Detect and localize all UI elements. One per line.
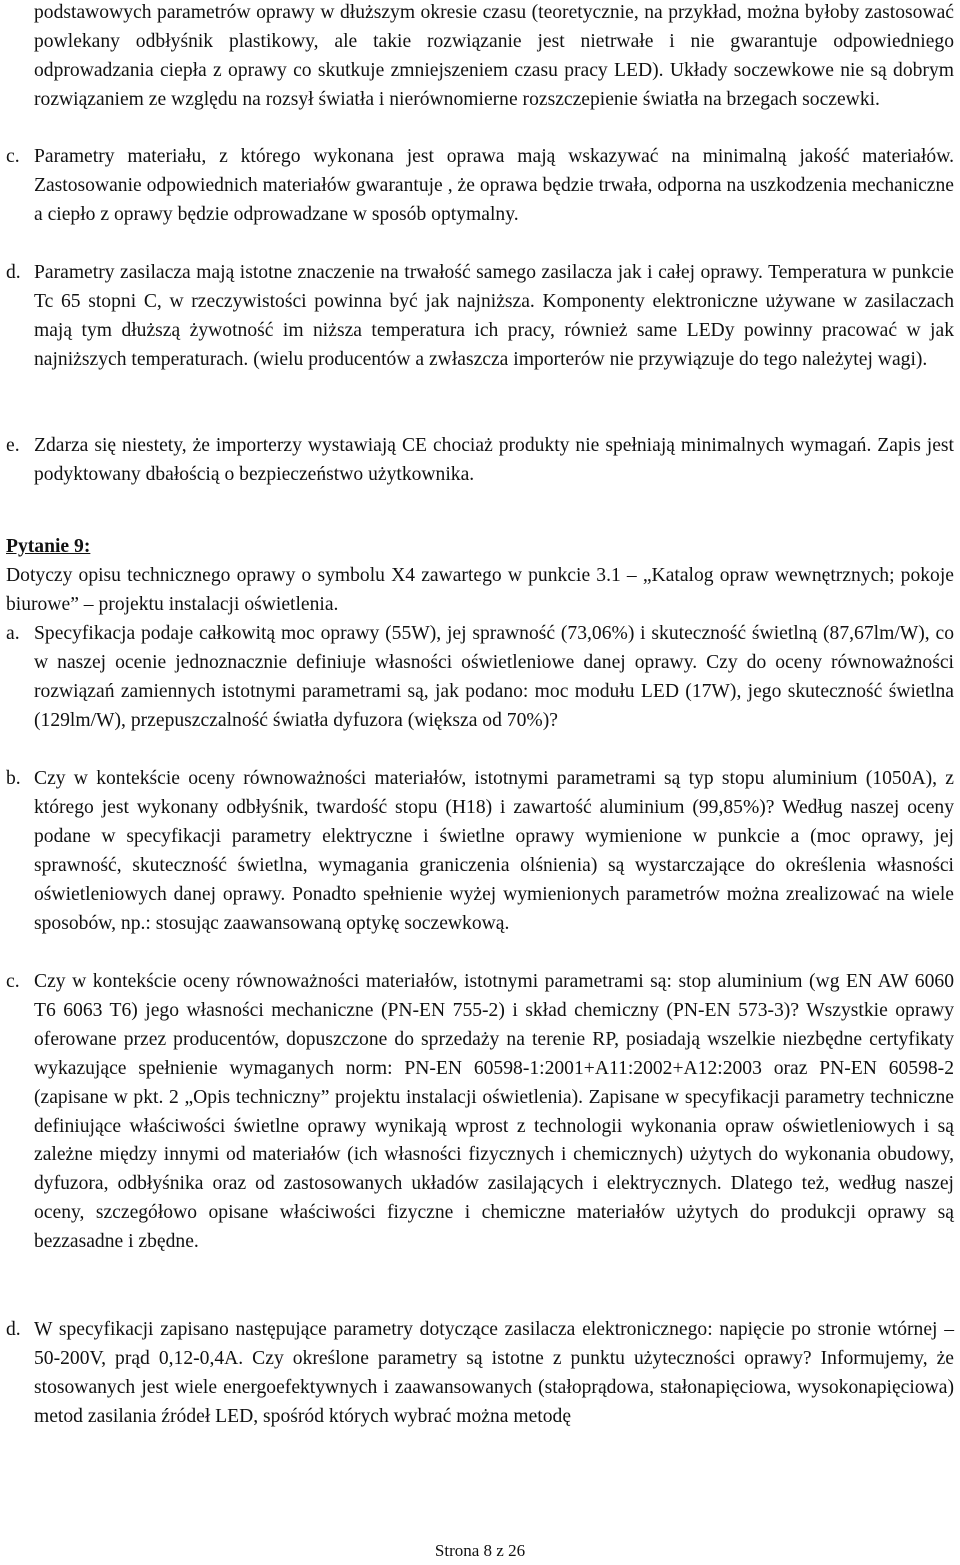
item-text: Zdarza się niestety, że importerzy wystawiają CE chociaż produkty nie spełniają minimalnych wymagań. Zapis jest podyktowany dbałością o bezpieczeństwo użytkownika. — [34, 435, 954, 485]
item-text: W specyfikacji zapisano następujące parametry dotyczące zasilacza elektronicznego: napięcie po stronie wtórnej – 50-200V, prąd 0,12-0,4A. Czy określone parametry są istotne z punktu użyteczności oprawy? Informujemy, że stosowanych jest wiele energoefektywnych i zaawansowanych (stałoprądowa, stałonapięciowa, wysokonapięciowa) metod zasilania źródeł LED, spośród których wybrać można metodę — [34, 1319, 954, 1427]
list-item-c-top — [6, 143, 954, 230]
question-item-a — [6, 620, 954, 736]
item-label: d. — [6, 1319, 21, 1340]
list-item-e-top — [6, 432, 954, 490]
item-text: Czy w kontekście oceny równoważności materiałów, istotnymi parametrami są typ stopu aluminium (1050A), z którego jest wykonany odbłyśnik, twardość stopu (H18) i zawartość aluminium (99,85%)? Według naszej oceny podane w specyfikacji parametry elektryczne i świetlne oprawy wymienione w punkcie a (moc oprawy, jej sprawność, skuteczność świetlna, wymagania graniczenia olśnienia) są wystarczające do określenia własności oświetleniowych danej oprawy. Ponadto spełnienie wyżej wymienionych parametrów można zrealizować na wiele sposobów, np.: stosując zaawansowaną optykę soczewkową. — [34, 768, 954, 934]
question-item-b — [6, 765, 954, 938]
item-label: e. — [6, 435, 20, 456]
item-text: Specyfikacja podaje całkowitą moc oprawy (55W), jej sprawność (73,06%) i skuteczność świetlną (87,67lm/W), co w naszej ocenie jednoznacznie definiuje własności oświetleniowe danej oprawy. Czy do oceny równoważności rozwiązań zamiennych istotnymi parametrami są, jak podano: moc modułu LED (17W), jego skuteczność świetlna (129lm/W), przepuszczalność światła dyfuzora (większa od 70%)? — [34, 623, 954, 731]
item-label: b. — [6, 768, 21, 789]
item-text: Czy w kontekście oceny równoważności materiałów, istotnymi parametrami są: stop aluminium (wg EN AW 6060 T6 6063 T6) jego własności mechaniczne (PN-EN 755-2) i skład chemiczny (PN-EN 573-3)? Wszystkie oprawy oferowane przez producentów, dopuszczone do sprzedaży na terenie RP, posiadają wszelkie niezbędne certyfikaty wykazujące spełnienie wymaganych norm: PN-EN 60598-1:2001+A11:2002+A12:2003 oraz PN-EN 60598-2 (zapisane w pkt. 2 „Opis techniczny” projektu instalacji oświetlenia). Zapisane w specyfikacji parametry techniczne definiujące właściwości świetlne oprawy wynikają wprost z technologii wykonania opraw oświetleniowych i są zależne między innymi od materiałów (ich własności fizycznych i chemicznych) użytych do wykonania obudowy, dyfuzora, odbłyśnika oraz od zastosowanych układów zasilających i elektrycznych. Dlatego też, według naszej oceny, szczegółowo opisane właściwości fizyczne i chemiczne materiałów użytych do produkcji oprawy są bezzasadne i zbędne. — [34, 971, 954, 1253]
list-item-d-top — [6, 259, 954, 375]
item-label: c. — [6, 971, 20, 992]
continued-paragraph: podstawowych parametrów oprawy w dłuższym okresie czasu (teoretycznie, na przykład, można byłoby zastosować powlekany odbłyśnik plastikowy, ale takie rozwiązanie jest nietrwałe i nie gwarantuje odpowiedniego odprowadzania ciepła z oprawy co skutkuje zmniejszeniem czasu pracy LED). Układy soczewkowe nie są dobrym rozwiązaniem ze względu na rozsył światła i nierównomierne rozszczepienie światła na brzegach soczewki. — [34, 2, 954, 110]
item-label: a. — [6, 623, 20, 644]
question-intro: Dotyczy opisu technicznego oprawy o symbolu X4 zawartego w punkcie 3.1 – „Katalog opraw wewnętrznych; pokoje biurowe” – projektu instalacji oświetlenia. — [6, 565, 954, 615]
item-text: Parametry zasilacza mają istotne znaczenie na trwałość samego zasilacza jak i całej oprawy. Temperatura w punkcie Tc 65 stopni C, w rzeczywistości powinna być jak najniższa. Komponenty elektroniczne używane w zasilaczach mają tym dłuższą żywotność im niższa temperatura ich pracy, również same LEDy powinny pracować w jak najniższych temperaturach. (wielu producentów a zwłaszcza importerów nie przywiązuje do tego należytej wagi). — [34, 262, 954, 370]
question-item-c — [6, 968, 954, 1257]
question-item-d — [6, 1316, 954, 1432]
page-number-footer: Strona 8 z 26 — [434, 1541, 526, 1560]
item-label: c. — [6, 146, 20, 167]
question-heading: Pytanie 9: — [6, 536, 91, 557]
item-label: d. — [6, 262, 21, 283]
item-text: Parametry materiału, z którego wykonana jest oprawa mają wskazywać na minimalną jakość materiałów. Zastosowanie odpowiednich materiałów gwarantuje , że oprawa będzie trwała, odporna na uszkodzenia mechaniczne a ciepło z oprawy będzie odprowadzane w sposób optymalny. — [34, 146, 954, 225]
